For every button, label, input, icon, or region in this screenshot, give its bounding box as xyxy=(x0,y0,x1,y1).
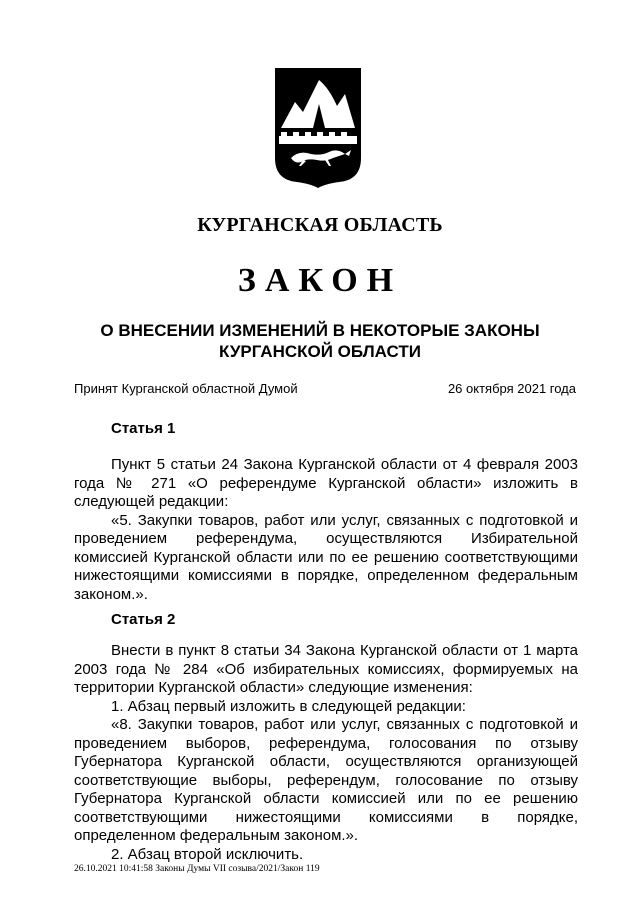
article-2-heading: Статья 2 xyxy=(111,611,176,628)
document-title-line-1: О ВНЕСЕНИИ ИЗМЕНЕНИЙ В НЕКОТОРЫЕ ЗАКОНЫ xyxy=(100,321,540,340)
adopted-by: Принят Курганской областной Думой xyxy=(74,381,298,396)
region-name: КУРГАНСКАЯ ОБЛАСТЬ xyxy=(197,214,443,236)
article-1-heading: Статья 1 xyxy=(111,420,176,437)
document-title xyxy=(60,320,580,362)
article-2-paragraph-4: 2. Абзац второй исключить. xyxy=(111,845,304,863)
coat-of-arms-icon xyxy=(273,66,363,190)
article-2-paragraph-2: 1. Абзац первый изложить в следующей редакции: xyxy=(111,697,466,715)
document-title-line-2: КУРГАНСКОЙ ОБЛАСТИ xyxy=(219,342,421,361)
document-type: ЗАКОН xyxy=(237,262,403,299)
article-1-paragraph-2: «5. Закупки товаров, работ или услуг, связанных с подготовкой и проведением референдума, осуществляются Избирательной комиссией Курганской области или по ее решению соответствующими нижестоящими комиссиями в порядке, определенном федеральным законом.». xyxy=(74,511,578,603)
article-2-paragraph-3: «8. Закупки товаров, работ или услуг, связанных с подготовкой и проведением выборов, референдума, голосования по отзыву Губернатора Курганской области, осуществляются организующей соответствующие выборы, референдум, голосование по отзыву Губернатора Курганской области комиссией или по ее решению соответствующими нижестоящими комиссиями в порядке, определенном федеральным законом.». xyxy=(74,716,578,844)
article-2-body xyxy=(74,642,578,864)
article-1-body xyxy=(74,456,578,604)
article-1-paragraph-1: Пункт 5 статьи 24 Закона Курганской области от 4 февраля 2003 года № 271 «О референдуме Курганской области» изложить в следующей редакции: xyxy=(74,456,578,510)
adoption-date: 26 октября 2021 года xyxy=(447,381,576,396)
footer-stamp: 26.10.2021 10:41:58 Законы Думы VII созыва/2021/Закон 119 xyxy=(74,864,320,874)
article-2-paragraph-1: Внести в пункт 8 статьи 34 Закона Курганской области от 1 марта 2003 года № 284 «Об избирательных комиссиях, формируемых на территории Курганской области» следующие изменения: xyxy=(74,642,578,696)
